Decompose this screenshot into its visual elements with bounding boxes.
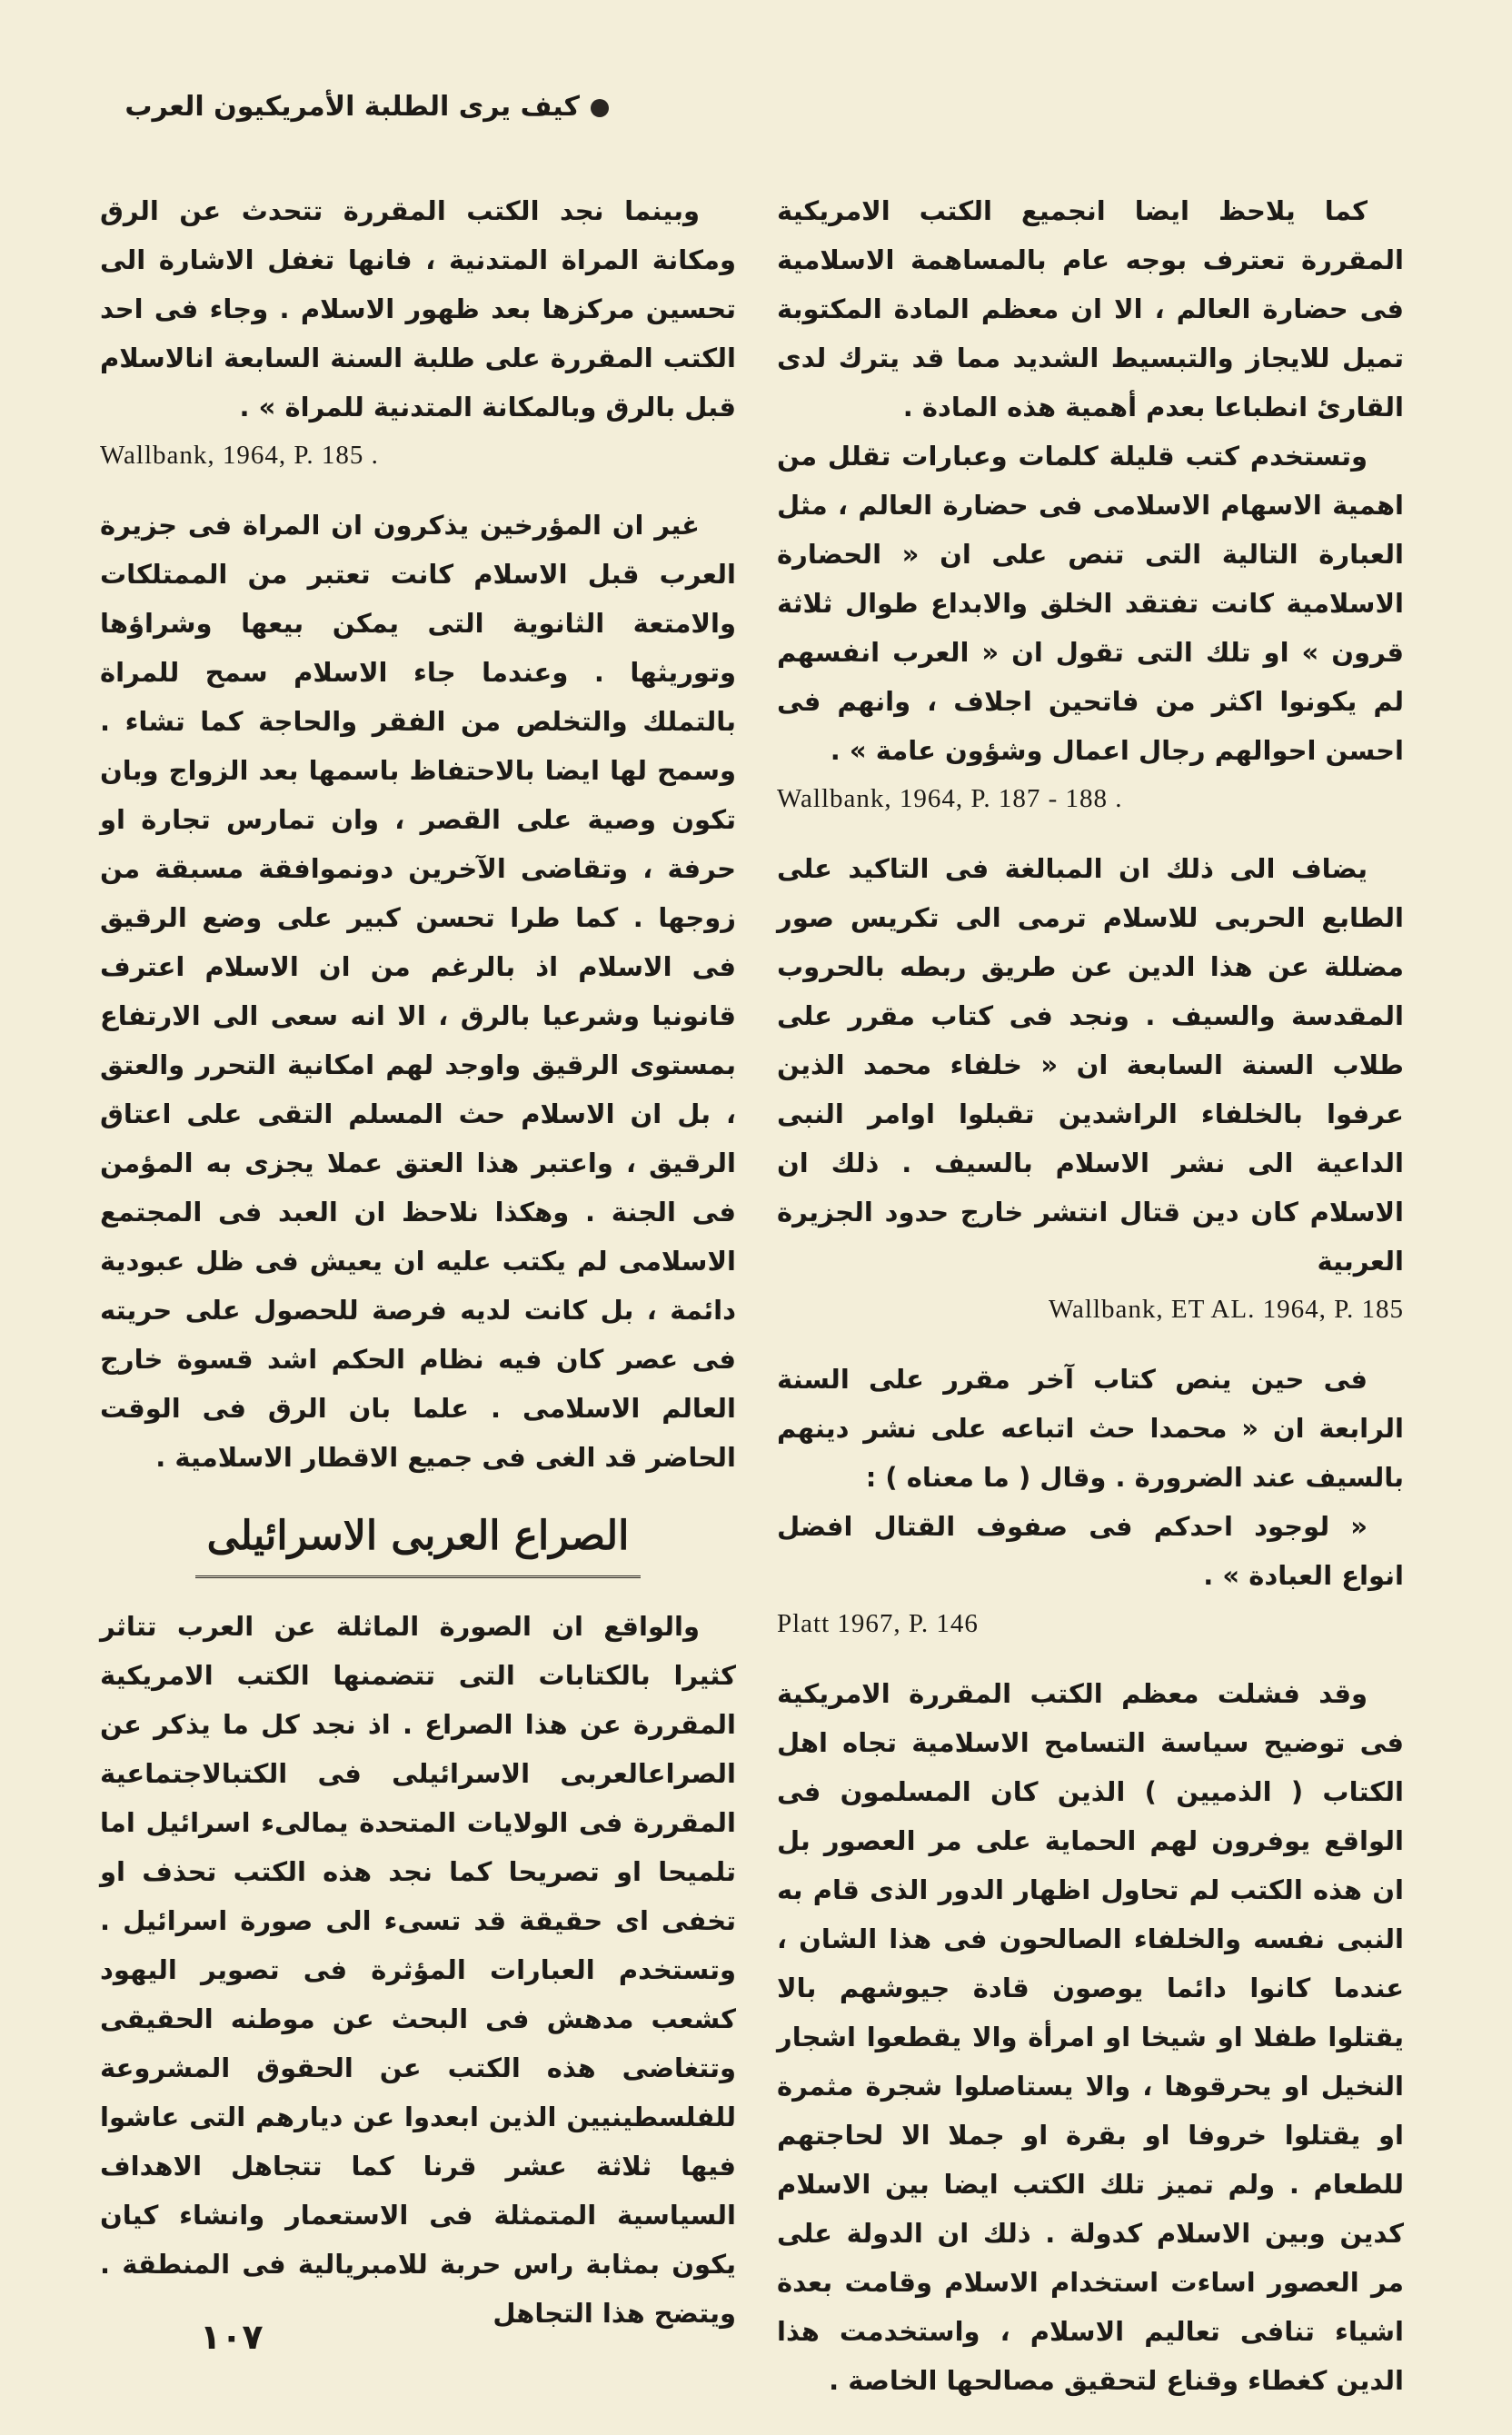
quote-paragraph: « لوجود احدكم فى صفوف القتال افضل انواع العبادة » . <box>777 1511 1404 1591</box>
paragraph: فى حين ينص كتاب آخر مقرر على السنة الرابعة ان « محمدا حث اتباعه على نشر دينهم بالسيف عند الضرورة . وقال ( ما معناه ) : <box>777 1364 1404 1493</box>
running-header <box>100 91 609 123</box>
paragraph: والواقع ان الصورة الماثلة عن العرب تتاثر كثيرا بالكتابات التى تتضمنها الكتب الامريكية المقررة عن هذا الصراع . اذ نجد كل ما يذكر عن الصراعالعربى الاسرائيلى فى الكتبالاجتماعية المقررة فى الولايات المتحدة يمالىء اسرائيل اما تلميحا او تصريحا كما نجد هذه الكتب تحذف او تخفى اى حقيقة قد تسىء الى صورة اسرائيل . وتستخدم العبارات المؤثرة فى تصوير اليهود كشعب مدهش فى البحث عن موطنه الحقيقى وتتغاضى هذه الكتب عن الحقوق المشروعة للفلسطينيين الذين ابعدوا عن ديارهم التى عاشوا فيها ثلاثة عشر قرنا كما تتجاهل الاهداف السياسية المتمثلة فى الاستعمار وانشاء كيان يكون بمثابة راس حربة للامبريالية فى المنطقة . ويتضح هذا التجاهل <box>100 1611 736 2329</box>
citation: Wallbank, ET AL. 1964, P. 185 <box>1048 1295 1404 1324</box>
paragraph: كما يلاحظ ايضا انجميع الكتب الامريكية المقررة تعترف بوجه عام بالمساهمة الاسلامية فى حضارة العالم ، الا ان معظم المادة المكتوبة تميل للايجاز والتبسيط الشديد مما قد يترك لدى القارئ انطباعا بعدم أهمية هذه المادة . <box>777 195 1404 422</box>
bullet-icon <box>591 99 609 117</box>
paragraph: يضاف الى ذلك ان المبالغة فى التاكيد على الطابع الحربى للاسلام ترمى الى تكريس صور مضللة عن هذا الدين عن طريق ربطه بالحروب المقدسة والسيف . ونجد فى كتاب مقرر على طلاب السنة السابعة ان « خلفاء محمد الذين عرفوا بالخلفاء الراشدين تقبلوا اوامر النبى الداعية الى نشر الاسلام بالسيف . ذلك ان الاسلام كان دين قتال انتشر خارج حدود الجزيرة العربية <box>777 853 1404 1277</box>
citation: Wallbank, 1964, P. 187 - 188 . <box>777 784 1123 813</box>
right-column <box>777 186 1404 2405</box>
heading-underline <box>195 1563 641 1578</box>
left-column <box>100 186 736 2338</box>
citation: Wallbank, 1964, P. 185 . <box>100 441 379 470</box>
paragraph: وقد فشلت معظم الكتب المقررة الامريكية فى توضيح سياسة التسامح الاسلامية تجاه اهل الكتاب ( الذميين ) الذين كان المسلمون فى الواقع يوفرون لهم الحماية على مر العصور بل ان هذه الكتب لم تحاول اظهار الدور الذى قام به النبى نفسه والخلفاء الصالحون فى هذا الشان ، عندما كانوا دائما يوصون قادة جيوشهم بالا يقتلوا طفلا او شيخا او امرأة والا يقطعوا اشجار النخيل او يحرقوها ، والا يستاصلوا شجرة مثمرة او يقتلوا خروفا او بقرة او جملا الا لحاجتهم للطعام . ولم تميز تلك الكتب ايضا بين الاسلام كدين وبين الاسلام كدولة . ذلك ان الدولة على مر العصور اساءت استخدام الاسلام وقامت بعدة اشياء تنافى تعاليم الاسلام ، واستخدمت هذا الدين كغطاء وقناع لتحقيق مصالحها الخاصة . <box>777 1678 1404 2396</box>
paragraph: وتستخدم كتب قليلة كلمات وعبارات تقلل من اهمية الاسهام الاسلامى فى حضارة العالم ، مثل العبارة التالية التى تنص على ان « الحضارة الاسلامية كانت تفتقد الخلق والابداع طوال ثلاثة قرون » او تلك التى تقول ان « العرب انفسهم لم يكونوا اكثر من فاتحين اجلاف ، وانهم فى احسن احوالهم رجال اعمال وشؤون عامة » . <box>777 441 1404 766</box>
paragraph: وبينما نجد الكتب المقررة تتحدث عن الرق ومكانة المراة المتدنية ، فانها تغفل الاشارة الى تحسين مركزها بعد ظهور الاسلام . وجاء فى احد الكتب المقررة على طلبة السنة السابعة انالاسلام قبل بالرق وبالمكانة المتدنية للمراة » . <box>100 195 736 422</box>
running-header-title: كيف يرى الطلبة الأمريكيون العرب <box>124 91 580 123</box>
paragraph: غير ان المؤرخين يذكرون ان المراة فى جزيرة العرب قبل الاسلام كانت تعتبر من الممتلكات والامتعة الثانوية التى يمكن بيعها وشراؤها وتوريثها . وعندما جاء الاسلام سمح للمراة بالتملك والتخلص من الفقر والحاجة كما تشاء . وسمح لها ايضا بالاحتفاظ باسمها بعد الزواج وبان تكون وصية على القصر ، وان تمارس تجارة او حرفة ، وتقاضى الآخرين دونموافقة مسبقة من زوجها . كما طرا تحسن كبير على وضع الرقيق فى الاسلام اذ بالرغم من ان الاسلام اعترف قانونيا وشرعيا بالرق ، الا انه سعى الى الارتفاع بمستوى الرقيق واوجد لهم امكانية التحرر والعتق ، بل ان الاسلام حث المسلم التقى على اعتاق الرقيق ، واعتبر هذا العتق عملا يجزى به المؤمن فى الجنة . وهكذا نلاحظ ان العبد فى المجتمع الاسلامى لم يكتب عليه ان يعيش فى ظل عبودية دائمة ، بل كانت لديه فرصة للحصول على حريته فى عصر كان فيه نظام الحكم اشد قسوة خارج العالم الاسلامى . علما بان الرق فى الوقت الحاضر قد الغى فى جميع الاقطار الاسلامية . <box>100 510 736 1473</box>
page-number: ١٠٧ <box>200 2317 264 2357</box>
section-heading: الصراع العربى الاسرائيلى <box>206 1513 630 1559</box>
citation: Platt 1967, P. 146 <box>777 1609 979 1638</box>
